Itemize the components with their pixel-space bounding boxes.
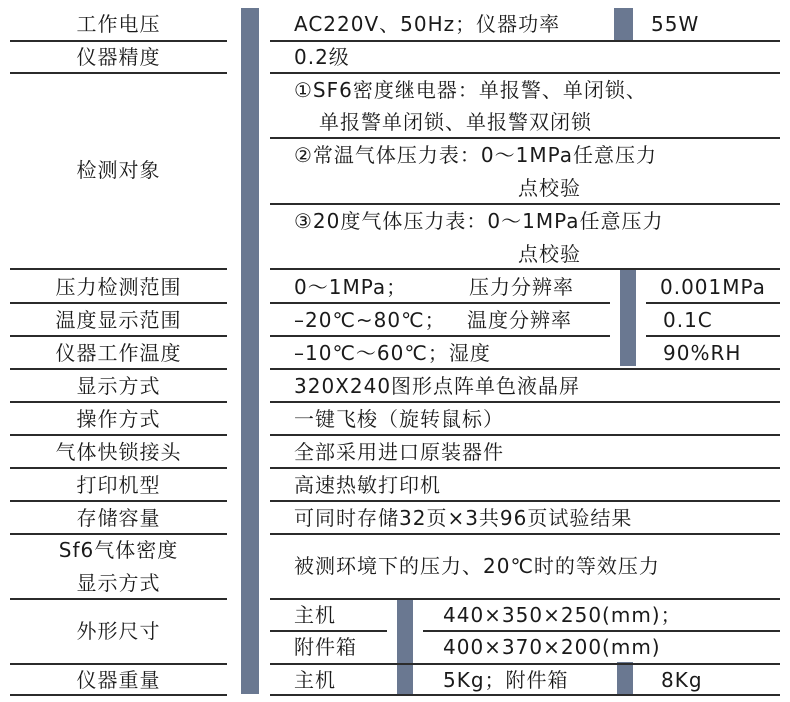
left-divider-bar (241, 8, 259, 694)
value-object-1-line2: 单报警单闭锁、单报警双闭锁 (319, 110, 592, 134)
right-rule (646, 335, 780, 337)
left-rule (10, 302, 227, 304)
value-object-2-line1: ②常温气体压力表：0～1MPa任意压力 (294, 143, 658, 167)
right-rule (646, 302, 780, 304)
resolution-divider-bar (620, 270, 636, 366)
label-working-temperature: 仪器工作温度 (55, 341, 182, 365)
value-humidity: 90%RH (663, 341, 742, 365)
left-rule (10, 368, 227, 370)
left-rule (10, 335, 227, 337)
label-working-voltage: 工作电压 (76, 12, 161, 36)
left-rule (10, 72, 227, 74)
left-rule (10, 467, 227, 469)
size-divider-bar (397, 598, 413, 694)
left-rule (10, 533, 227, 535)
left-rule (10, 500, 227, 502)
left-rule (10, 663, 227, 665)
value-object-1-line1: ①SF6密度继电器：单报警、单闭锁、 (294, 78, 647, 102)
label-pressure-resolution: 压力分辨率 (469, 275, 574, 299)
label-dimensions: 外形尺寸 (76, 619, 161, 643)
value-accuracy: 0.2级 (294, 45, 350, 69)
right-rule (270, 598, 780, 600)
right-rule (423, 630, 780, 632)
value-operation: 一键飞梭（旋转鼠标） (294, 407, 504, 431)
label-operation: 操作方式 (76, 407, 161, 431)
value-display: 320X240图形点阵单色液晶屏 (294, 374, 581, 398)
right-rule (270, 467, 780, 469)
value-voltage: AC220V、50Hz；仪器功率 (294, 12, 561, 36)
right-rule (270, 694, 780, 696)
label-storage: 存储容量 (76, 506, 161, 530)
label-accuracy: 仪器精度 (76, 45, 161, 69)
value-size-main: 440×350×250(mm)； (443, 603, 682, 627)
value-object-2-line2: 点校验 (518, 176, 581, 200)
label-temperature-range: 温度显示范围 (55, 308, 182, 332)
right-rule (270, 663, 780, 665)
weight-divider-bar (617, 662, 633, 694)
left-rule (10, 598, 227, 600)
value-object-3-line2: 点校验 (518, 242, 581, 266)
left-rule (10, 434, 227, 436)
value-object-3-line1: ③20度气体压力表：0～1MPa任意压力 (294, 209, 664, 233)
value-temperature-resolution: 0.1C (663, 308, 713, 332)
value-pressure-resolution: 0.001MPa (660, 275, 766, 299)
label-sf6-display: 显示方式 (76, 571, 161, 595)
right-rule (270, 72, 780, 74)
label-size-accessory: 附件箱 (294, 635, 357, 659)
label-size-main: 主机 (294, 603, 336, 627)
label-temperature-resolution: 温度分辨率 (467, 308, 572, 332)
label-connector: 气体快锁接头 (55, 440, 182, 464)
value-printer: 高速热敏打印机 (294, 473, 441, 497)
left-rule (10, 694, 227, 696)
label-printer: 打印机型 (76, 473, 161, 497)
right-rule (270, 40, 780, 42)
label-test-object: 检测对象 (76, 158, 161, 182)
right-rule (270, 630, 387, 632)
value-size-accessory: 400×370×200(mm) (443, 635, 661, 659)
right-rule (270, 533, 780, 535)
label-weight: 仪器重量 (76, 668, 161, 692)
label-pressure-range: 压力检测范围 (55, 275, 182, 299)
value-connector: 全部采用进口原装器件 (294, 440, 504, 464)
right-rule (270, 137, 780, 139)
value-power: 55W (651, 12, 700, 36)
right-rule (270, 368, 780, 370)
value-weight-accessory: 8Kg (661, 668, 703, 692)
value-pressure-range: 0～1MPa； (294, 275, 408, 299)
right-rule (270, 203, 780, 205)
power-divider-bar (614, 8, 633, 40)
right-rule (270, 500, 780, 502)
label-display: 显示方式 (76, 374, 161, 398)
value-temperature-range: –20℃~80℃； (294, 308, 446, 332)
right-rule (270, 335, 610, 337)
value-storage: 可同时存储32页×3共96页试验结果 (294, 506, 633, 530)
label-weight-main: 主机 (294, 668, 336, 692)
left-rule (10, 401, 227, 403)
label-sf6-density: Sf6气体密度 (58, 538, 179, 562)
left-rule (10, 40, 227, 42)
value-weight-main-accessory: 5Kg；附件箱 (443, 668, 569, 692)
right-rule (270, 302, 610, 304)
right-rule (270, 268, 780, 270)
left-rule (10, 268, 227, 270)
right-rule (270, 434, 780, 436)
value-sf6-display: 被测环境下的压力、20℃时的等效压力 (294, 554, 660, 578)
value-working-temperature: –10℃～60℃；湿度 (294, 341, 491, 365)
right-rule (270, 401, 780, 403)
